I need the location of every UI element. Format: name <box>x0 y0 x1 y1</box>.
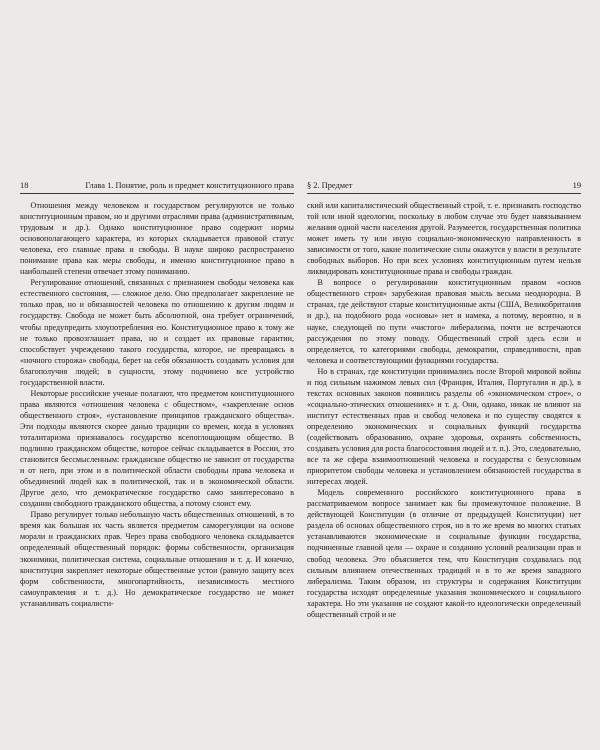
right-paragraph-3: Но в странах, где конституции принимались после Второй мировой войны и под сильным нажимом левых сил (Франция, Италия, Португалия и др.), в текстах основных законов появились разделы об «экономическом строе», о «социально-этических отношениях» и т. д. Они, однако, никак не влияют на институт естественных прав и свобод человека и по существу сводятся к определению экономических и социальных функций государства (содействовать образованию, охране здоровья, охранять собственность, создавать условия для роста благосостояния людей и т. п.). Это, следовательно, все та же сфера взаимоотношений человека и государства с безусловным приоритетом свободы человека и установлением обязанностей государства в интересах людей. <box>307 366 581 487</box>
right-paragraph-4: Модель современного российского конституционного права в рассматриваемом вопросе занимает как бы промежуточное положение. В действующей Конституции (в отличие от предыдущей Конституции) нет раздела об основах общественного строя, но в то же время во многих статьях устанавливаются экономические и социальные функции государства, подчиненные главной цели — охране и созданию условий реализации прав и свобод человека. Это объясняется тем, что Конституция создавалась под сильным влиянием отечественных традиций и в то же время западного либерализма. Таким образом, из структуры и содержания Конституции государства исходят определенные указания экономического и социального характера. Но эти указания не создают какой-то идеологически определенный общественный строй и не <box>307 488 581 619</box>
right-running-head: § 2. Предмет <box>307 181 353 190</box>
right-page-number: 19 <box>572 181 581 190</box>
left-page-header <box>20 181 294 194</box>
left-page <box>20 181 294 750</box>
left-paragraph-4: Право регулирует только небольшую часть общественных отношений, в то время как большая их часть является предметом саморегуляции на основе морали и гражданских прав. Через права свободного человека складывается определенный общественный порядок: формы собственности, организация экономики, политическая система, социальные отношения и т. д. И конечно, конституция закрепляет некоторые общественные устои (равную защиту всех форм собственности, многопартийность, независимость местного самоуправления и т. д.). Но демократическое государство не может устанавливать социалисти- <box>20 510 294 608</box>
right-page <box>307 181 581 750</box>
left-page-body <box>20 200 294 609</box>
left-paragraph-3: Некоторые российские ученые полагают, что предметом конституционного права являются «отношения человека с обществом», «закрепление основ общественного строя», «установление принципов гражданского общества». Эти подходы являются скорее данью традиции со времен, когда в условиях тоталитаризма признавалось государство всепоглощающим общество. В подлинно гражданском обществе, которое сейчас складывается в России, это становится бессмысленным: гражданское общество не зависит от государства и от него, при этом и в политической области свободны права человека и объединений людей как в политической, так и в экономической области. Другое дело, что демократическое государство само заинтересовано в создании свободного гражданского общества, а потому слоист ему. <box>20 388 294 509</box>
left-running-head: Глава 1. Понятие, роль и предмет конституционного права <box>85 181 294 190</box>
right-paragraph-2: В вопросе о регулировании конституционным правом «основ общественного строя» зарубежная правовая мысль весьма неоднородна. В странах, где действуют старые конституционные акты (США, Великобритания и др.), на подобного рода «основы» нет и намека, а потому, вероятно, и в науке, следующей по пути «чистого» либерализма, почти не встречаются рассуждения по этому поводу. Общественный строй здесь если и определяется, то категориями свободы, демократии, справедливости, прав человека и соответствующими функциями государства. <box>307 278 581 365</box>
right-page-body <box>307 200 581 620</box>
right-paragraph-1: ский или капиталистический общественный строй, т. е. признавать господство той или иной идеологии, поскольку в любом случае это будет навязыванием желания одной части населения другой. Разумеется, государственная политика может иметь ту или иную социально-экономическую направленность в зависимости от того, какие политические силы окажутся у власти в результате свободных выборов. Но при всех условиях конституционным путем нельзя ликвидировать конституционные права и свободы граждан. <box>307 201 581 277</box>
left-page-number: 18 <box>20 181 29 190</box>
left-paragraph-2: Регулирование отношений, связанных с признанием свободы человека как естественного состояния, — сложное дело. Оно предполагает закрепление не только прав, но и обязанностей человека по отношению к другим людям и государству. Свобода не может быть абсолютной, она требует ограничений, чтобы предупредить злоупотребления ею. Конституционное право к тому же не только провозглашает права, но и создает их правовые гарантии, способствует учреждению такого государства, которое, не превращаясь в «ночного сторожа» свободы, берет на себя обязанность создавать условия для благополучия людей; в сущности, этому подчинено все устройство государственной власти. <box>20 278 294 387</box>
right-page-header <box>307 181 581 194</box>
left-paragraph-1: Отношения между человеком и государством регулируются не только конституционным правом, но и другими отраслями права (административным, трудовым и др.). Однако конституционное право содержит нормы основополагающего характера, из которых складывается правовой статус человека, его главные права и свободы. В науке широко распространено понимание права как меры свободы, и именно конституционное право в наибольшей степени отвечает этому пониманию. <box>20 201 294 277</box>
